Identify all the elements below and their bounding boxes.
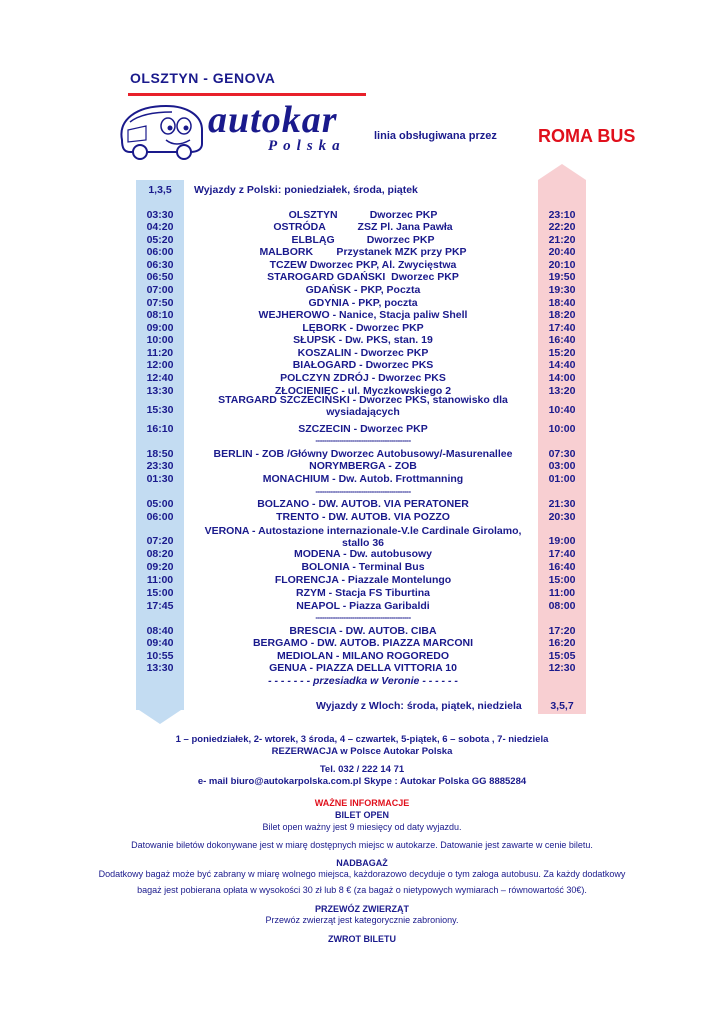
stop-name: STARGARD SZCZECIŃSKI - Dworzec PKS, stanowisko dla wysiadających — [218, 394, 511, 418]
info-title: WAŻNE INFORMACJE — [314, 798, 410, 808]
arrival-time: 15:05 — [548, 650, 576, 662]
arrival-time: 16:40 — [548, 334, 576, 346]
stop-name: MODENA - Dw. autobusowy — [293, 548, 433, 560]
departure-time: 03:30 — [146, 209, 174, 221]
arrival-time: 15:00 — [548, 574, 576, 586]
operator-name: ROMA BUS — [538, 126, 636, 146]
return-days-code: 3,5,7 — [550, 700, 574, 712]
departure-time: 12:40 — [146, 372, 174, 384]
departure-time: 17:45 — [146, 600, 174, 612]
stop-name: RZYM - Stacja FS Tiburtina — [296, 587, 430, 599]
return-days-text: Wyjazdy z Wloch: środa, piątek, niedziela — [316, 700, 522, 712]
arrival-time: 16:20 — [548, 637, 576, 649]
arrival-time: 08:00 — [548, 600, 576, 612]
stop-name: WEJHEROWO - Nanice, Stacja paliw Shell — [258, 309, 468, 321]
reservation-line: REZERWACJA w Polsce Autokar Polska — [271, 746, 453, 757]
departure-time: 15:00 — [146, 587, 174, 599]
departure-time: 12:00 — [146, 359, 174, 371]
arrival-time: 17:40 — [548, 322, 576, 334]
return-arrow-icon — [538, 164, 586, 180]
arrival-time: 19:00 — [548, 535, 576, 547]
departure-time: 23:30 — [146, 460, 174, 472]
departure-time: 11:00 — [146, 574, 174, 586]
arrival-time: 22:20 — [548, 221, 576, 233]
arrival-time: 01:00 — [548, 473, 576, 485]
stop-name: SZCZECIN - Dworzec PKP — [298, 423, 428, 435]
departure-time: 06:00 — [146, 511, 174, 523]
departure-time: 10:00 — [146, 334, 174, 346]
stop-name: TRENTO - DW. AUTOB. VIA POZZO — [276, 511, 450, 523]
arrival-time: 19:30 — [548, 284, 576, 296]
stop-name: VERONA - Autostazione internazionale-V.le Cardinale Girolamo, stallo 36 — [204, 525, 525, 549]
arrival-time: 13:20 — [548, 385, 576, 397]
stop-name: BOLONIA - Terminal Bus — [301, 561, 425, 573]
arrival-time: 11:00 — [548, 587, 576, 599]
arrival-time: 10:00 — [548, 423, 576, 435]
stop-name: BERLIN - ZOB /Główny Dworzec Autobusowy/-Masurenallee — [213, 448, 513, 460]
section-divider: -------------------------------------------- — [315, 487, 411, 496]
bus-logo-icon — [116, 100, 206, 162]
departure-time: 01:30 — [146, 473, 174, 485]
outbound-arrow-icon — [136, 708, 184, 724]
departure-time: 07:20 — [146, 535, 174, 547]
luggage-text-1: Dodatkowy bagaż może być zabrany w miarę wolnego miejsca, każdorazowo decyduje o tym załoga autobusu. Za każdy dodatkowy — [98, 869, 626, 879]
departure-time: 05:20 — [146, 234, 174, 246]
arrival-time: 20:10 — [548, 259, 576, 271]
stop-name: BOLZANO - DW. AUTOB. VIA PERATONER — [257, 498, 469, 510]
dating-text: Datowanie biletów dokonywane jest w miarę dostępnych miejsc w autokarze. Datowanie jest zawarte w cenie biletu. — [131, 840, 593, 850]
stop-name: ELBLĄG Dworzec PKP — [291, 234, 435, 246]
brand-subtitle: Polska — [268, 138, 346, 154]
operated-by-label: linia obsługiwana przez — [374, 130, 497, 142]
arrival-time: 10:40 — [548, 404, 576, 416]
departure-time: 16:10 — [146, 423, 174, 435]
stop-name: OLSZTYN Dworzec PKP — [288, 209, 438, 221]
stop-name: MONACHIUM - Dw. Autob. Frottmanning — [262, 473, 464, 485]
section-divider: -------------------------------------------- — [315, 613, 411, 622]
stop-name: KOSZALIN - Dworzec PKP — [297, 347, 429, 359]
phone-line: Tel. 032 / 222 14 71 — [319, 764, 405, 775]
route-title: OLSZTYN - GENOVA — [130, 70, 276, 86]
stop-name: BRESCIA - DW. AUTOB. CIBA — [289, 625, 437, 637]
open-ticket-text: Bilet open ważny jest 9 miesięcy od daty wyjazdu. — [262, 822, 462, 832]
arrival-time: 19:50 — [548, 271, 576, 283]
section-divider: -------------------------------------------- — [315, 436, 411, 445]
arrival-time: 15:20 — [548, 347, 576, 359]
stop-name: GENUA - PIAZZA DELLA VITTORIA 10 — [269, 662, 457, 674]
departure-time: 09:20 — [146, 561, 174, 573]
departure-time: 08:10 — [146, 309, 174, 321]
arrival-time: 18:40 — [548, 297, 576, 309]
open-ticket-title: BILET OPEN — [334, 810, 389, 820]
departure-time: 09:40 — [146, 637, 174, 649]
animals-title: PRZEWÓZ ZWIERZĄT — [315, 904, 409, 914]
departure-time: 13:30 — [146, 662, 174, 674]
arrival-time: 12:30 — [548, 662, 576, 674]
departure-time: 07:50 — [146, 297, 174, 309]
arrival-time: 17:40 — [548, 548, 576, 560]
arrival-time: 03:00 — [548, 460, 576, 472]
transfer-note: - - - - - - - przesiadka w Veronie - - - - - - — [268, 675, 458, 687]
stop-name: SŁUPSK - Dw. PKS, stan. 19 — [293, 334, 433, 346]
stop-name: STAROGARD GDAŃSKI Dworzec PKP — [267, 271, 459, 283]
stop-name: BIAŁOGARD - Dworzec PKS — [292, 359, 434, 371]
departure-time: 09:00 — [146, 322, 174, 334]
departure-time: 10:55 — [146, 650, 174, 662]
departure-time: 11:20 — [146, 347, 174, 359]
arrival-time: 20:40 — [548, 246, 576, 258]
arrival-time: 14:00 — [548, 372, 576, 384]
stop-name: GDYNIA - PKP, poczta — [308, 297, 418, 309]
arrival-time: 14:40 — [548, 359, 576, 371]
brand-name: autokar — [208, 99, 338, 141]
departure-time: 05:00 — [146, 498, 174, 510]
departure-time: 07:00 — [146, 284, 174, 296]
departure-time: 06:30 — [146, 259, 174, 271]
luggage-title: NADBAGAŻ — [336, 858, 388, 868]
stop-name: MEDIOLAN - MILANO ROGOREDO — [276, 650, 450, 662]
stop-name: LĘBORK - Dworzec PKP — [302, 322, 424, 334]
animals-text: Przewóz zwierząt jest kategorycznie zabroniony. — [265, 915, 459, 925]
outbound-days-text: Wyjazdy z Polski: poniedziałek, środa, piątek — [194, 184, 418, 196]
departure-time: 04:20 — [146, 221, 174, 233]
departure-time: 18:50 — [146, 448, 174, 460]
stop-name: GDAŃSK - PKP, Poczta — [305, 284, 421, 296]
arrival-time: 18:20 — [548, 309, 576, 321]
stop-name: OSTRÓDA ZSZ Pl. Jana Pawła — [273, 221, 453, 233]
departure-time: 13:30 — [146, 385, 174, 397]
stop-name: NORYMBERGA - ZOB — [309, 460, 417, 472]
stop-name: ZŁOCIENIEC - ul. Myczkowskiego 2 — [274, 385, 452, 397]
stop-name: MALBORK Przystanek MZK przy PKP — [259, 246, 467, 258]
departure-time: 08:40 — [146, 625, 174, 637]
arrival-time: 21:30 — [548, 498, 576, 510]
arrival-time: 23:10 — [548, 209, 576, 221]
title-underline — [128, 93, 366, 96]
arrival-time: 21:20 — [548, 234, 576, 246]
days-legend: 1 – poniedziałek, 2- wtorek, 3 środa, 4 – czwartek, 5-piątek, 6 – sobota , 7- niedziela — [175, 734, 549, 745]
stop-name: BERGAMO - DW. AUTOB. PIAZZA MARCONI — [252, 637, 474, 649]
stop-name: NEAPOL - Piazza Garibaldi — [296, 600, 430, 612]
stop-name: POLCZYN ZDRÓJ - Dworzec PKS — [280, 372, 446, 384]
contact-line: e- mail biuro@autokarpolska.com.pl Skype : Autokar Polska GG 8885284 — [197, 776, 527, 787]
arrival-time: 16:40 — [548, 561, 576, 573]
arrival-time: 17:20 — [548, 625, 576, 637]
departure-time: 08:20 — [146, 548, 174, 560]
luggage-text-2: bagaż jest pobierana opłata w wysokości 30 zł lub 8 € (za bagaż o nietypowych wymiarach – równowartość 30€). — [137, 885, 587, 895]
arrival-time: 20:30 — [548, 511, 576, 523]
outbound-days-code: 1,3,5 — [148, 184, 172, 196]
stop-name: TCZEW Dworzec PKP, Al. Zwycięstwa — [269, 259, 457, 271]
departure-time: 06:50 — [146, 271, 174, 283]
stop-name: FLORENCJA - Piazzale Montelungo — [274, 574, 452, 586]
departure-time: 06:00 — [146, 246, 174, 258]
refund-title: ZWROT BILETU — [328, 934, 396, 944]
departure-time: 15:30 — [146, 404, 174, 416]
arrival-time: 07:30 — [548, 448, 576, 460]
